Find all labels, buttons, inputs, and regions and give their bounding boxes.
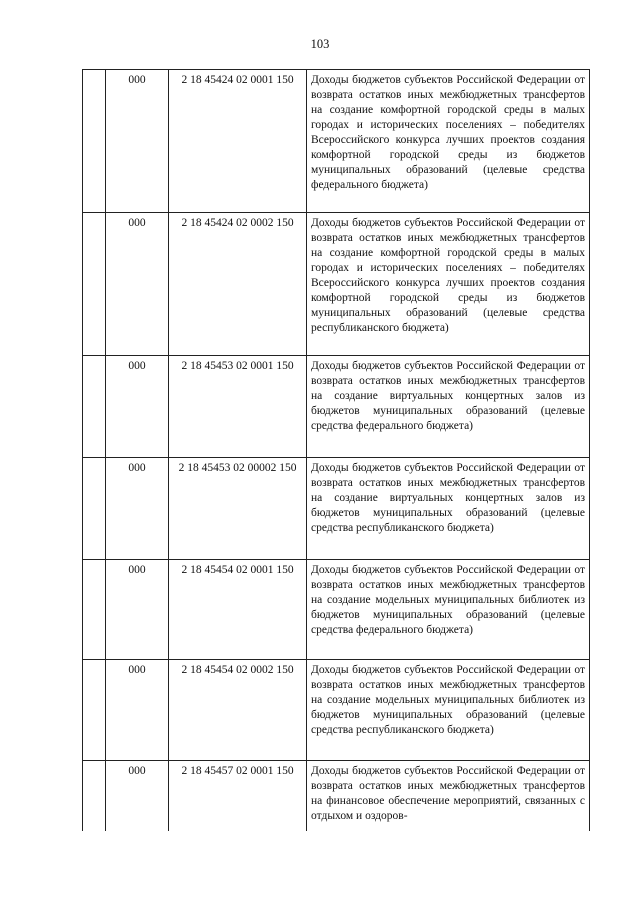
table-row	[83, 213, 590, 356]
admin-code-cell: 000	[106, 660, 169, 761]
income-name-text: Доходы бюджетов субъектов Российской Федерации от возврата остатков иных межбюджетных трансфертов на создание виртуальных концертных залов из бюджетов муниципальных образований (целевые средства республиканского бюджета)	[311, 462, 585, 534]
admin-code-cell: 000	[106, 70, 169, 213]
income-name-cell	[307, 560, 590, 660]
budget-code-cell: 2 18 45454 02 0002 150	[169, 660, 307, 761]
table-row	[83, 458, 590, 560]
empty-cell	[83, 761, 106, 831]
income-name-cell	[307, 356, 590, 458]
budget-code-cell: 2 18 45453 02 00002 150	[169, 458, 307, 560]
budget-code-cell: 2 18 45424 02 0001 150	[169, 70, 307, 213]
empty-cell	[83, 356, 106, 458]
budget-code-cell: 2 18 45457 02 0001 150	[169, 761, 307, 831]
admin-code-cell: 000	[106, 213, 169, 356]
budget-codes-table	[82, 69, 590, 831]
income-name-text: Доходы бюджетов субъектов Российской Федерации от возврата остатков иных межбюджетных трансфертов на создание комфортной городской среды в малых городах и исторических поселениях – победителях Всероссийского конкурса лучших проектов создания комфортной городской среды из бюджетов муниципальных образований (целевые средства республиканского бюджета)	[311, 217, 585, 334]
budget-code-cell: 2 18 45453 02 0001 150	[169, 356, 307, 458]
income-name-cell	[307, 458, 590, 560]
table-row	[83, 560, 590, 660]
page-number: 103	[310, 37, 330, 51]
income-name-text: Доходы бюджетов субъектов Российской Федерации от возврата остатков иных межбюджетных трансфертов на финансовое обеспечение мероприятий, связанных с отдыхом и оздоров-	[311, 765, 585, 822]
admin-code-cell: 000	[106, 458, 169, 560]
admin-code-cell: 000	[106, 761, 169, 831]
empty-cell	[83, 70, 106, 213]
budget-code-cell: 2 18 45424 02 0002 150	[169, 213, 307, 356]
table-row	[83, 761, 590, 831]
admin-code-cell: 000	[106, 356, 169, 458]
empty-cell	[83, 213, 106, 356]
income-name-text: Доходы бюджетов субъектов Российской Федерации от возврата остатков иных межбюджетных трансфертов на создание виртуальных концертных залов из бюджетов муниципальных образований (целевые средства федерального бюджета)	[311, 360, 585, 432]
budget-code-cell: 2 18 45454 02 0001 150	[169, 560, 307, 660]
income-name-cell	[307, 660, 590, 761]
table-row	[83, 660, 590, 761]
empty-cell	[83, 660, 106, 761]
income-name-cell	[307, 70, 590, 213]
income-name-cell	[307, 761, 590, 831]
table-row	[83, 356, 590, 458]
income-name-text: Доходы бюджетов субъектов Российской Федерации от возврата остатков иных межбюджетных трансфертов на создание комфортной городской среды в малых городах и исторических поселениях – победителях Всероссийского конкурса лучших проектов создания комфортной городской среды из бюджетов муниципальных образований (целевые средства федерального бюджета)	[311, 74, 585, 191]
income-name-text: Доходы бюджетов субъектов Российской Федерации от возврата остатков иных межбюджетных трансфертов на создание модельных муниципальных библиотек из бюджетов муниципальных образований (целевые средства республиканского бюджета)	[311, 664, 585, 736]
income-name-cell	[307, 213, 590, 356]
income-name-text: Доходы бюджетов субъектов Российской Федерации от возврата остатков иных межбюджетных трансфертов на создание модельных муниципальных библиотек из бюджетов муниципальных образований (целевые средства федерального бюджета)	[311, 564, 585, 636]
empty-cell	[83, 458, 106, 560]
admin-code-cell: 000	[106, 560, 169, 660]
empty-cell	[83, 560, 106, 660]
table-row	[83, 70, 590, 213]
